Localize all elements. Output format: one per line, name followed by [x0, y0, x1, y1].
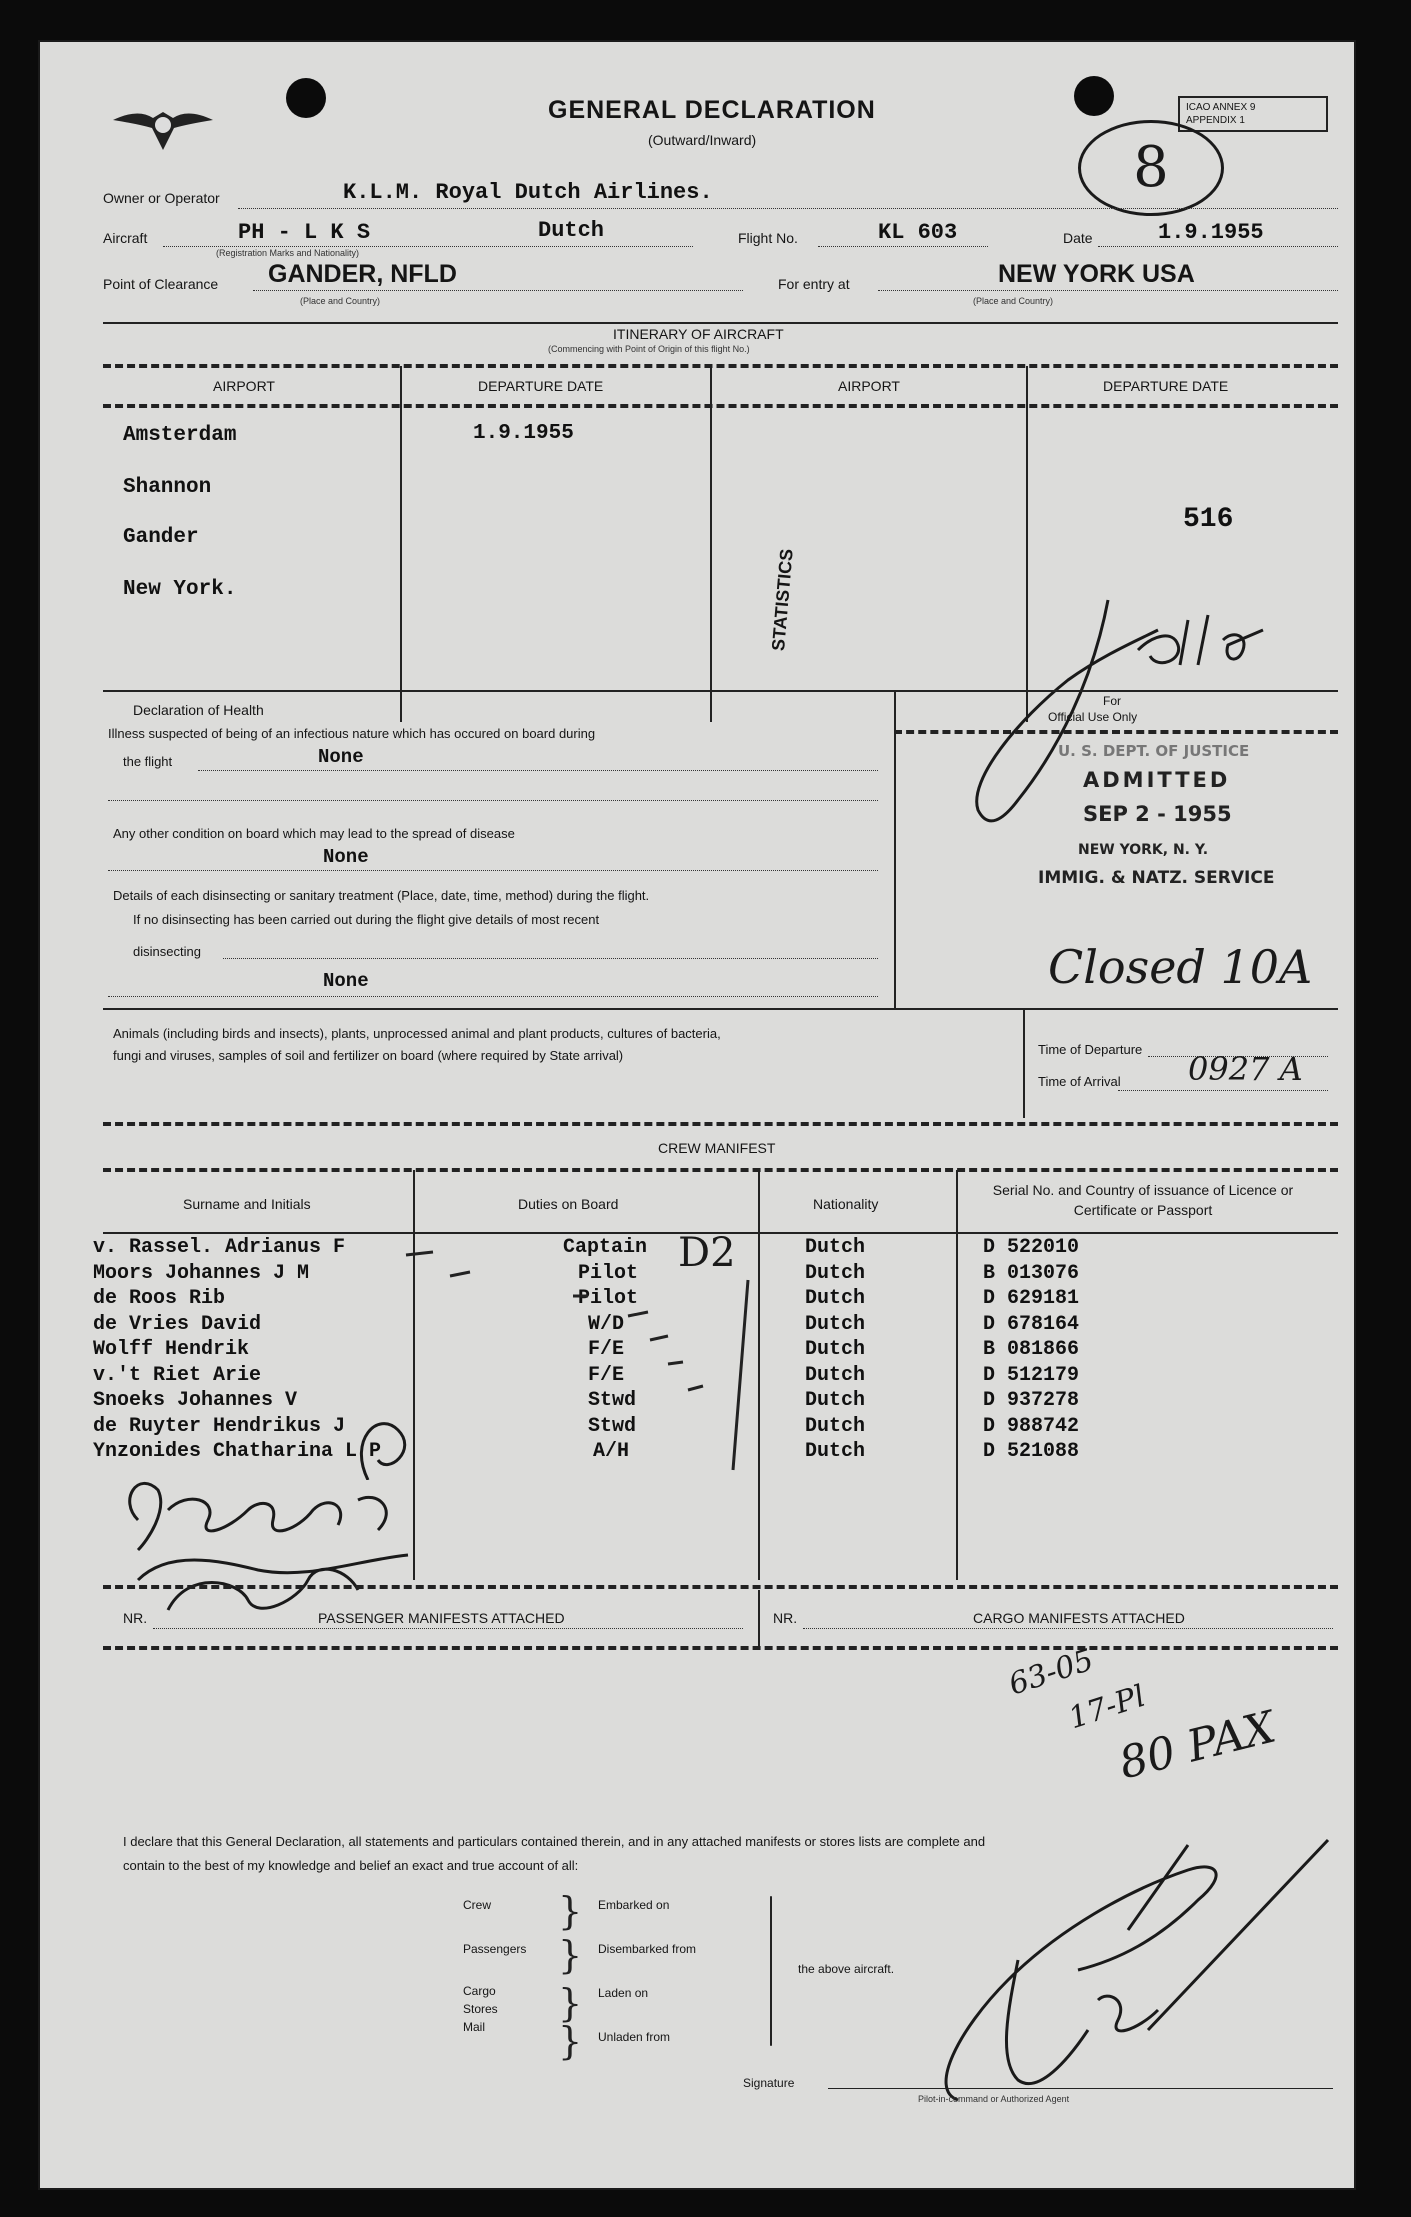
declaration-action: Disembarked from: [598, 1942, 697, 1956]
health-question: Any other condition on board which may lead to the spread of disease: [113, 826, 515, 841]
crew-nationality: Dutch: [805, 1414, 866, 1438]
itinerary-header-airport: AIRPORT: [838, 378, 900, 394]
crew-name: Snoeks Johannes V: [93, 1389, 298, 1412]
crew-header: Surname and Initials: [183, 1196, 311, 1212]
crew-serial: D 988742: [983, 1414, 1080, 1438]
declaration-aircraft: the above aircraft.: [798, 1962, 895, 1976]
cargo-manifests: CARGO MANIFESTS ATTACHED: [973, 1610, 1185, 1626]
cargo-nr: NR.: [773, 1610, 798, 1626]
date-label: Date: [1063, 230, 1093, 246]
crew-handwritten-signature: [108, 1460, 508, 1630]
itinerary-subtitle: (Commencing with Point of Origin of this flight No.): [548, 344, 750, 354]
admitted-stamp-line: ADMITTED: [1083, 768, 1231, 792]
itinerary-airport: Gander: [123, 526, 199, 549]
annex-box: [1178, 96, 1328, 132]
brace-mark: }: [558, 1981, 583, 2025]
health-question: If no disinsecting has been carried out during the flight give details of most recent: [133, 912, 600, 927]
itinerary-header-departure: DEPARTURE DATE: [1103, 378, 1229, 394]
brace-mark: }: [558, 1889, 583, 1933]
declaration-item: Mail: [463, 2020, 486, 2034]
crew-serial: D 521088: [983, 1440, 1080, 1463]
itinerary-airport: Amsterdam: [123, 424, 237, 447]
arrival-time-label: Time of Arrival: [1038, 1074, 1121, 1089]
itinerary-header-airport: AIRPORT: [213, 378, 275, 394]
flight-value: KL 603: [878, 220, 958, 245]
crew-nationality: Dutch: [805, 1389, 866, 1412]
health-title: Declaration of Health: [133, 702, 264, 718]
admitted-stamp-line: NEW YORK, N. Y.: [1078, 842, 1209, 858]
health-answer: None: [323, 846, 369, 868]
crew-duty: Captain: [563, 1236, 648, 1259]
itinerary-airport: Shannon: [123, 476, 212, 499]
annex-line: ICAO ANNEX 9: [1186, 102, 1256, 113]
owner-label: Owner or Operator: [103, 190, 220, 206]
health-question: the flight: [123, 754, 173, 769]
official-title: Official Use Only: [1048, 710, 1138, 724]
pilot-signature: [898, 1830, 1338, 2130]
health-question: Illness suspected of being of an infectious nature which has occured on board during: [108, 726, 596, 741]
date-value: 1.9.1955: [1158, 220, 1264, 245]
form-subtitle: (Outward/Inward): [648, 132, 757, 148]
crew-serial: B 013076: [983, 1261, 1080, 1285]
wing-logo-icon: [108, 90, 218, 160]
form-title: GENERAL DECLARATION: [548, 96, 876, 124]
crew-serial: B 081866: [983, 1338, 1080, 1361]
flight-label: Flight No.: [738, 230, 798, 246]
crew-name: Ynzonides Chatharina L P: [93, 1440, 382, 1463]
crew-duty: W/D: [588, 1312, 625, 1336]
crew-serial: D 678164: [983, 1312, 1080, 1336]
crew-duty: Pilot: [578, 1287, 639, 1310]
declaration-action: Unladen from: [598, 2030, 671, 2044]
departure-time-label: Time of Departure: [1038, 1042, 1143, 1057]
handwritten-note: Closed 10A: [1048, 940, 1313, 994]
health-answer: None: [318, 746, 364, 768]
crew-nationality: Dutch: [805, 1261, 866, 1285]
handwritten-note: 80 PAX: [1114, 1701, 1281, 1790]
passenger-manifests: PASSENGER MANIFESTS ATTACHED: [318, 1610, 565, 1626]
clearance-value: GANDER, NFLD: [268, 260, 457, 288]
crew-nationality: Dutch: [805, 1440, 866, 1463]
declaration-action: Embarked on: [598, 1898, 670, 1912]
handwritten-note: 63-05: [1004, 1642, 1098, 1703]
crew-name: de Roos Rib: [93, 1287, 226, 1310]
official-title: For: [1103, 694, 1121, 708]
brace-mark: }: [558, 2019, 583, 2063]
crew-title: CREW MANIFEST: [658, 1140, 776, 1156]
crew-nationality: Dutch: [805, 1312, 866, 1336]
entry-label: For entry at: [778, 276, 850, 292]
crew-duty: Stwd: [588, 1389, 637, 1412]
brace-mark: }: [558, 1933, 583, 1977]
crew-nationality: Dutch: [805, 1338, 866, 1361]
crew-duty: F/E: [588, 1338, 625, 1361]
itinerary-airport: New York.: [123, 578, 237, 601]
itinerary-header-departure: DEPARTURE DATE: [478, 378, 604, 394]
crew-duty: Stwd: [588, 1414, 637, 1438]
crew-header: Duties on Board: [518, 1196, 619, 1212]
health-question: disinsecting: [133, 944, 201, 959]
crew-name: Moors Johannes J M: [93, 1261, 310, 1285]
crew-duty: F/E: [588, 1363, 625, 1387]
crew-nationality: Dutch: [805, 1287, 866, 1310]
aircraft-label: Aircraft: [103, 230, 148, 246]
animals-text: fungi and viruses, samples of soil and fertilizer on board (where required by State arrival): [113, 1048, 624, 1063]
itinerary-title: ITINERARY OF AIRCRAFT: [613, 326, 784, 342]
health-answer: None: [323, 970, 369, 992]
crew-serial: D 522010: [983, 1236, 1080, 1259]
declaration-text: contain to the best of my knowledge and belief an exact and true account of all:: [123, 1858, 579, 1873]
crew-name: v. Rassel. Adrianus F: [93, 1236, 346, 1259]
owner-value: K.L.M. Royal Dutch Airlines.: [343, 180, 713, 205]
crew-header: Nationality: [813, 1196, 879, 1212]
statistics-stamp: STATISTICS: [768, 548, 797, 652]
clearance-sub: (Place and Country): [300, 296, 381, 306]
aircraft-sub: (Registration Marks and Nationality): [216, 248, 360, 258]
declaration-item: Crew: [463, 1898, 492, 1912]
circled-number-text: 8: [1133, 135, 1169, 200]
declaration-item: Passengers: [463, 1942, 527, 1956]
crew-duty: Pilot: [578, 1261, 639, 1285]
crew-duty: A/H: [593, 1440, 630, 1463]
passenger-nr: NR.: [123, 1610, 148, 1626]
crew-name: Wolff Hendrik: [93, 1338, 250, 1361]
crew-name: v.'t Riet Arie: [93, 1363, 262, 1387]
crew-serial: D 512179: [983, 1363, 1080, 1387]
punch-hole: [286, 78, 326, 118]
entry-value: NEW YORK USA: [998, 260, 1195, 288]
arrival-time-value: 0927 A: [1188, 1050, 1303, 1088]
declaration-action: Laden on: [598, 1986, 649, 2000]
crew-nationality: Dutch: [805, 1363, 866, 1387]
admitted-stamp-line: IMMIG. & NATZ. SERVICE: [1038, 868, 1275, 888]
crew-nationality: Dutch: [805, 1236, 866, 1259]
entry-sub: (Place and Country): [973, 296, 1054, 306]
crew-serial: D 629181: [983, 1287, 1080, 1310]
declaration-item: Stores: [463, 2002, 498, 2016]
signature-sub: Pilot-in-command or Authorized Agent: [918, 2094, 1070, 2104]
crew-name: de Ruyter Hendrikus J: [93, 1414, 346, 1438]
aircraft-nationality: Dutch: [538, 218, 605, 243]
crew-serial: D 937278: [983, 1389, 1080, 1412]
crew-check-marks: [358, 1240, 778, 1480]
handwritten-note: 17-Pl: [1064, 1678, 1150, 1737]
animals-text: Animals (including birds and insects), plants, unprocessed animal and plant products, cultures of bacteria,: [113, 1026, 721, 1041]
declaration-text: I declare that this General Declaration, all statements and particulars contained therein, and in any attached manifests or stores lists are complete and: [123, 1834, 986, 1849]
declaration-item: Cargo: [463, 1984, 496, 1998]
health-question: Details of each disinsecting or sanitary treatment (Place, date, time, method) during the flight.: [113, 888, 650, 903]
signature-label: Signature: [743, 2076, 795, 2090]
aircraft-reg: PH - L K S: [238, 220, 371, 245]
annex-line: APPENDIX 1: [1186, 115, 1245, 126]
itinerary-departure: 1.9.1955: [473, 422, 574, 445]
admitted-stamp-line: U. S. DEPT. OF JUSTICE: [1058, 742, 1250, 760]
crew-header: Serial No. and Country of issuance of Licence or Certificate or Passport: [992, 1182, 1294, 1218]
declaration-sheet: [38, 40, 1356, 2190]
circled-number: [1078, 120, 1224, 216]
clearance-label: Point of Clearance: [103, 276, 219, 292]
crew-name: de Vries David: [93, 1312, 262, 1336]
itinerary-number: 516: [1183, 504, 1234, 535]
crew-handwritten-mark: D2: [678, 1230, 736, 1276]
punch-hole: [1074, 76, 1114, 116]
admitted-stamp-line: SEP 2 - 1955: [1083, 802, 1232, 826]
